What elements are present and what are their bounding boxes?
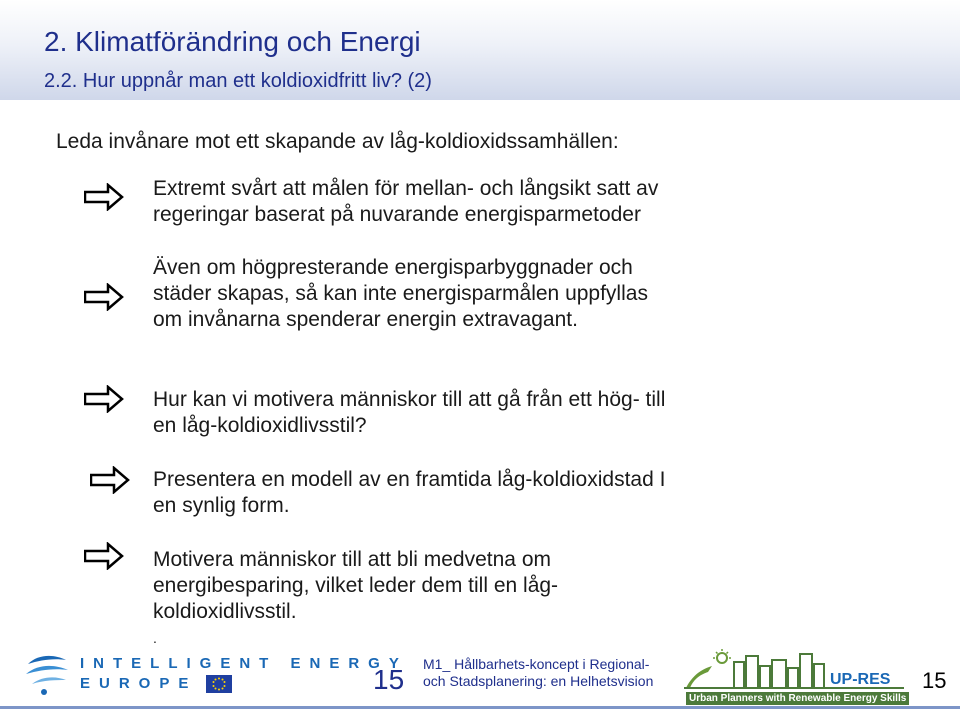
bullet-paragraph-2 xyxy=(153,255,648,333)
module-title-line: och Stadsplanering: en Helhetsvision xyxy=(423,673,654,689)
arrow-right-outline-icon xyxy=(84,542,124,570)
ie-logo-line2: EUROPE xyxy=(80,675,198,692)
up-res-tagline: Urban Planners with Renewable Energy Skills xyxy=(686,692,909,705)
ie-logo-line1: INTELLIGENT ENERGY xyxy=(80,655,408,672)
page-number-right: 15 xyxy=(922,668,947,693)
bullet-paragraph-3 xyxy=(153,387,665,439)
intro-text: Leda invånare mot ett skapande av låg-koldioxidssamhällen: xyxy=(56,130,619,153)
trailing-dot: . xyxy=(153,630,157,646)
bullet-paragraph-5 xyxy=(153,547,558,625)
paragraph-line: regeringar baserat på nuvarande energisparmetoder xyxy=(153,203,641,226)
footer-divider xyxy=(0,706,960,709)
paragraph-line: en låg-koldioxidlivsstil? xyxy=(153,414,367,437)
paragraph-line: en synlig form. xyxy=(153,494,290,517)
paragraph-line: Även om högpresterande energisparbyggnader och xyxy=(153,256,633,279)
paragraph-line: om invånarna spenderar energin extravagant. xyxy=(153,308,578,331)
eu-flag-icon xyxy=(206,675,232,693)
page-number-center: 15 xyxy=(373,664,405,695)
arrow-right-outline-icon xyxy=(84,183,124,211)
paragraph-line: Extremt svårt att målen för mellan- och långsikt satt av xyxy=(153,177,659,200)
arrow-right-outline-icon xyxy=(84,385,124,413)
arrow-right-outline-icon xyxy=(90,466,130,494)
arrow-right-outline-icon xyxy=(84,283,124,311)
bullet-paragraph-1 xyxy=(153,176,658,228)
slide-subtitle: 2.2. Hur uppnår man ett koldioxidfritt liv? (2) xyxy=(44,70,432,92)
paragraph-line: Presentera en modell av en framtida låg-koldioxidstad I xyxy=(153,468,666,491)
paragraph-line: koldioxidlivsstil. xyxy=(153,600,297,623)
slide-title: 2. Klimatförändring och Energi xyxy=(44,26,421,57)
paragraph-line: städer skapas, så kan inte energisparmålen uppfyllas xyxy=(153,282,648,305)
up-res-wordmark: UP-RES xyxy=(830,671,891,688)
module-title xyxy=(423,656,653,690)
paragraph-line: Hur kan vi motivera människor till att gå från ett hög- till xyxy=(153,388,666,411)
paragraph-line: energibesparing, vilket leder dem till en låg- xyxy=(153,574,559,597)
module-title-line: M1_ Hållbarhets-koncept i Regional- xyxy=(423,656,650,672)
bullet-paragraph-4 xyxy=(153,467,665,519)
paragraph-line: Motivera människor till att bli medvetna om xyxy=(153,548,551,571)
intelligent-energy-logo-icon xyxy=(24,650,70,696)
